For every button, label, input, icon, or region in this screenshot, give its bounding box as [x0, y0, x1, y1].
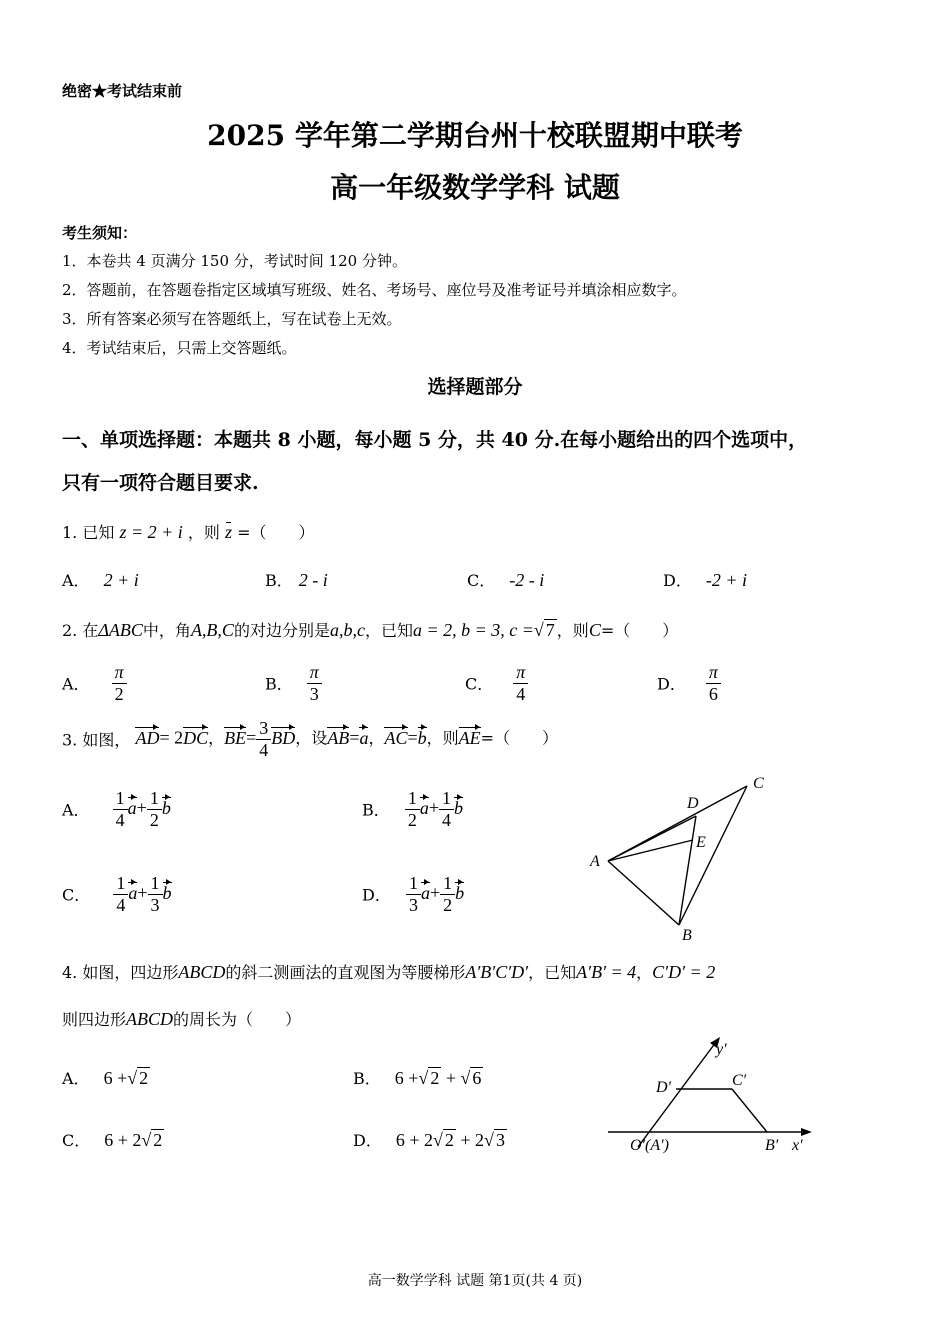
label-b: B [682, 927, 692, 944]
segment-ad [608, 816, 696, 861]
q1-option-d: D． -2 + i [663, 570, 747, 590]
label-d-prime: D′ [656, 1079, 672, 1096]
q1-conjugate-z: z [224, 522, 232, 542]
q1-option-c: C． -2 - i [467, 570, 545, 590]
question-1 [62, 520, 315, 543]
q1-equation: z = 2 + i [119, 522, 183, 542]
q1-option-a: A． 2 + i [62, 570, 139, 590]
part-title: 选择题部分 [427, 376, 523, 398]
q1-option-b: B． 2 - i [265, 570, 328, 590]
label-c-prime: C′ [732, 1072, 747, 1089]
y-axis [638, 1042, 716, 1147]
label-y-prime: y′ [716, 1041, 727, 1058]
x-axis-arrow [801, 1128, 812, 1136]
q4-trapezoid-figure [600, 1030, 820, 1165]
q2-option-c: C． $\frac{\pi}{4}$ [465, 662, 528, 704]
q2-option-a: A． $\frac{\pi}{2}$ [62, 662, 127, 704]
question-2: 2. 在ΔABC中，角A,B,C的对边分别是a,b,c，已知a = 2, b = 3, c =√ 7 ，则C=（ ） [62, 620, 679, 640]
q3-option-c: C． $\frac{1}{4}$ a+ $\frac{1}{3}$ b [62, 873, 172, 915]
notice-item-3: 3．所有答案必须写在答题纸上，写在试卷上无效。 [62, 310, 402, 328]
question-4-line2: 则四边形ABCD的周长为（ ） [62, 1009, 302, 1029]
question-4-line1: 4. 如图，四边形ABCD的斜二测画法的直观图为等腰梯形A′B′C′D′，已知A′B′ = 4，C′D′ = 2 [62, 962, 716, 982]
q4-option-a: A． 6 +√ 2 [62, 1068, 149, 1088]
q1-tail: =（ ） [237, 523, 315, 542]
q3-option-d: D． $\frac{1}{3}$ a+ $\frac{1}{2}$ b [362, 873, 465, 915]
notice-heading: 考生须知： [62, 224, 138, 242]
q2-triangle: ΔABC [98, 620, 143, 640]
segment-ae [608, 840, 693, 861]
confidential-mark: 绝密★考试结束前 [62, 82, 183, 100]
section-heading-line1: 一、单项选择题：本题共 8 小题，每小题 5 分，共 40 分.在每小题给出的四个选项中， [62, 429, 808, 451]
q3-triangle-figure [580, 768, 780, 948]
label-b-prime: B′ [765, 1137, 779, 1154]
exam-subtitle: 高一年级数学学科 试题 [330, 171, 620, 204]
label-x-prime: x′ [792, 1137, 803, 1154]
label-d: D [687, 795, 699, 812]
question-3: 3. 如图， AD= 2DC，BE= $\frac{3}{4}$ BD，设AB=a，AC=b，则AE=（ ） [62, 718, 559, 760]
q3-option-a: A． $\frac{1}{4}$ a+ $\frac{1}{2}$ b [62, 788, 171, 830]
q4-option-c: C． 6 + 2√ 2 [62, 1130, 163, 1150]
q4-option-d: D． 6 + 2√ 2 + 2√ 3 [353, 1130, 505, 1150]
segment-ab [608, 861, 679, 925]
label-o-prime: O′(A′) [630, 1137, 669, 1154]
page-footer: 高一数学学科 试题 第1页(共 4 页) [367, 1273, 583, 1289]
notice-item-4: 4．考试结束后，只需上交答题纸。 [62, 339, 297, 357]
q4-option-b: B． 6 +√ 2 + √ 6 [353, 1068, 482, 1088]
q1-mid: ，则 [187, 523, 220, 542]
label-a: A [590, 853, 600, 870]
q2-option-d: D． $\frac{\pi}{6}$ [657, 662, 721, 704]
section-heading-line2: 只有一项符合题目要求. [62, 472, 259, 494]
q1-prefix: 1. 已知 [62, 523, 115, 542]
exam-title: 2025 学年第二学期台州十校联盟期中联考 [207, 119, 743, 152]
segment-cb [732, 1089, 767, 1132]
notice-item-2: 2．答题前，在答题卷指定区域填写班级、姓名、考场号、座位号及准考证号并填涂相应数字。 [62, 281, 687, 299]
label-c: C [753, 775, 764, 792]
q2-option-b: B． $\frac{\pi}{3}$ [265, 662, 322, 704]
notice-item-1: 1．本卷共 4 页满分 150 分，考试时间 120 分钟。 [62, 252, 407, 270]
q3-option-b: B． $\frac{1}{2}$ a+ $\frac{1}{4}$ b [362, 788, 464, 830]
label-e: E [696, 834, 706, 851]
